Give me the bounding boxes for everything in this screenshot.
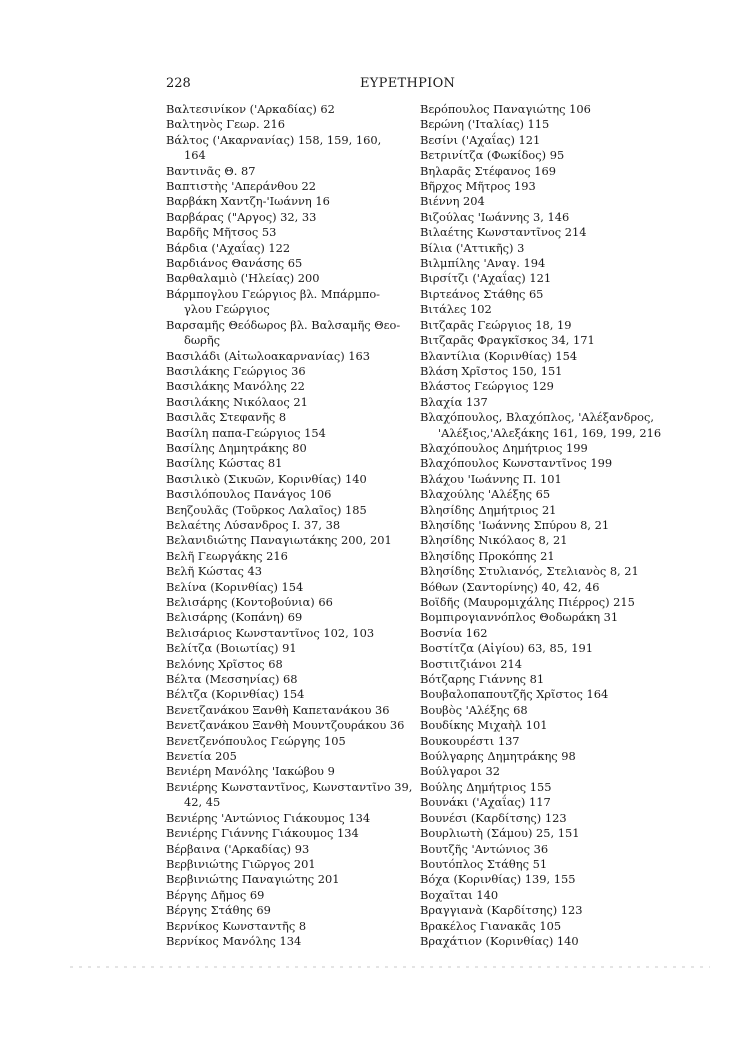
index-entry-text: Βούλγαροι 32 bbox=[420, 764, 501, 779]
index-entry bbox=[420, 749, 650, 764]
index-entry-text: Βουνέσι (Καρδίτσης) 123 bbox=[420, 810, 567, 825]
index-entry bbox=[420, 271, 650, 286]
index-entry-text: Βουρλιωτὴ (Σάμου) 25, 151 bbox=[420, 826, 580, 841]
index-entry-text: Βίλια ('Αττικῆς) 3 bbox=[420, 240, 525, 255]
index-entry-text: Βέλτα (Μεσσηνίας) 68 bbox=[166, 672, 298, 687]
index-entry bbox=[166, 857, 398, 872]
index-entry-text: Βλάστος Γεώργιος 129 bbox=[420, 379, 554, 394]
index-entry-text: Βλαχία 137 bbox=[420, 394, 488, 409]
index-entry-text: Βαρδιάνος Θανάσης 65 bbox=[166, 256, 303, 271]
index-entry bbox=[166, 456, 398, 471]
index-entry bbox=[166, 287, 398, 318]
index-entry-text: Βασιλάδι (Αἰτωλοακαρνανίας) 163 bbox=[166, 348, 371, 363]
index-entry-text: Βιρτεάνος Στάθης 65 bbox=[420, 286, 544, 301]
index-entry bbox=[420, 472, 650, 487]
index-entry-text: Βιλαέτης Κωνσταντῖνος 214 bbox=[420, 225, 587, 240]
index-entry-text: Βιρσίτζι ('Αχαΐας) 121 bbox=[420, 271, 552, 286]
index-entry bbox=[166, 210, 398, 225]
index-entry-text: Βούλης Δημήτριος 155 bbox=[420, 779, 552, 794]
index-entry-text: Βομπιρογιαννόπλος Θοδωράκη 31 bbox=[420, 610, 619, 625]
index-entry bbox=[166, 379, 398, 394]
index-entry bbox=[420, 903, 650, 918]
index-entry-text: Βερνίκος Κωνσταντῆς 8 bbox=[166, 918, 307, 933]
index-entry-text: Βασιλάκης Νικόλαος 21 bbox=[166, 394, 308, 409]
index-entry bbox=[420, 179, 650, 194]
index-entry-text: Βέργης Δῆμος 69 bbox=[166, 887, 265, 902]
index-entry-text: Βάρδια ('Αχαΐας) 122 bbox=[166, 240, 291, 255]
index-entry-text: Βουβαλοπαπουτζῆς Χρῖστος 164 bbox=[420, 687, 609, 702]
index-entry bbox=[166, 641, 398, 656]
index-entry-text: Βιτζαρᾶς Γεώργιος 18, 19 bbox=[420, 317, 572, 332]
index-entry-text: Βασίλης Κώστας 81 bbox=[166, 456, 283, 471]
index-entry bbox=[166, 734, 398, 749]
index-entry bbox=[420, 210, 650, 225]
index-entry-text: Βεηζουλᾶς (Τοῦρκος Λαλαῖος) 185 bbox=[166, 502, 367, 517]
index-entry bbox=[166, 826, 398, 841]
index-entry-text: Βλησίδης Στυλιανός, Στελιανὸς 8, 21 bbox=[420, 564, 639, 579]
index-entry bbox=[420, 811, 650, 826]
index-entry-text: Βελῆ Γεωργάκης 216 bbox=[166, 548, 288, 563]
index-entry-text: Βελανιδιώτης Παναγιωτάκης 200, 201 bbox=[166, 533, 392, 548]
index-entry-text: Βασιλικὸ (Σικυῶν, Κορινθίας) 140 bbox=[166, 471, 367, 486]
index-entry-text: Βελόνης Χρῖστος 68 bbox=[166, 656, 283, 671]
index-entry-text: Βενιέρης Κωνσταντῖνος, Κωνσταντῖνο 39, bbox=[166, 779, 413, 794]
index-entry bbox=[166, 164, 398, 179]
index-entry-text: Βερόπουλος Παναγιώτης 106 bbox=[420, 102, 591, 116]
index-entry-text: Βιτζαρᾶς Φραγκῖσκος 34, 171 bbox=[420, 333, 595, 348]
index-entry-text: Βελίνα (Κορινθίας) 154 bbox=[166, 579, 304, 594]
index-entry bbox=[166, 533, 398, 548]
index-entry bbox=[420, 672, 650, 687]
index-entry bbox=[420, 364, 650, 379]
index-entry-text: Βερώνη ('Ιταλίας) 115 bbox=[420, 117, 550, 132]
index-entry-text: Βασιλάκης Μανόλης 22 bbox=[166, 379, 305, 394]
index-entry bbox=[420, 164, 650, 179]
index-entry-text: Βερνίκος Μανόλης 134 bbox=[166, 933, 302, 948]
index-entry bbox=[420, 395, 650, 410]
index-entry-text: Βενιέρης Γιάννης Γιάκουμος 134 bbox=[166, 826, 359, 841]
index-entry bbox=[166, 626, 398, 641]
index-entry-text: Βεσίνι ('Αχαΐας) 121 bbox=[420, 132, 541, 147]
index-entry bbox=[166, 241, 398, 256]
index-entry bbox=[166, 472, 398, 487]
index-entry-text: Βουτόπλος Στάθης 51 bbox=[420, 856, 548, 871]
index-entry bbox=[420, 595, 650, 610]
index-entry bbox=[420, 148, 650, 163]
index-entry-text: Βελισάρης (Κοντοβούνια) 66 bbox=[166, 595, 333, 609]
index-entry-text: Βαπτιστὴς 'Απεράνθου 22 bbox=[166, 179, 317, 194]
index-entry bbox=[166, 395, 398, 410]
index-entry-text: Βαρσαμῆς Θεόδωρος βλ. Βαλσαμῆς Θεο- bbox=[166, 317, 401, 332]
scan-artifact-line bbox=[70, 966, 710, 968]
index-entry bbox=[166, 271, 398, 286]
index-entry-continuation: γλου Γεώργιος bbox=[184, 302, 270, 317]
index-entry-text: Βλαχόπουλος Δημήτριος 199 bbox=[420, 440, 588, 455]
index-entry-text: Βέργης Στάθης 69 bbox=[166, 903, 271, 918]
index-entry-text: Βιτάλες 102 bbox=[420, 302, 492, 317]
index-entry bbox=[420, 734, 650, 749]
index-entry bbox=[166, 703, 398, 718]
index-entry bbox=[166, 225, 398, 240]
index-entry bbox=[166, 364, 398, 379]
index-entry-text: Βλησίδης Προκόπης 21 bbox=[420, 548, 555, 563]
index-entry bbox=[420, 857, 650, 872]
index-entry bbox=[166, 718, 405, 733]
index-entry bbox=[166, 672, 398, 687]
index-entry-text: Βάλτος ('Ακαρνανίας) 158, 159, 160, bbox=[166, 132, 382, 147]
index-entry bbox=[420, 703, 650, 718]
index-entry bbox=[420, 241, 650, 256]
index-entry bbox=[166, 580, 398, 595]
index-entry bbox=[166, 934, 398, 949]
index-entry bbox=[420, 626, 650, 641]
index-entry-continuation: 'Αλέξιος,'Αλεξάκης 161, 169, 199, 216 bbox=[438, 425, 662, 440]
index-entry bbox=[166, 749, 398, 764]
index-entry bbox=[420, 410, 662, 441]
index-entry bbox=[166, 872, 398, 887]
index-entry bbox=[420, 503, 650, 518]
index-entry bbox=[166, 349, 398, 364]
index-entry-text: Βασίλη παπα-Γεώργιος 154 bbox=[166, 425, 326, 440]
index-entry-text: Βαρδῆς Μῆτσος 53 bbox=[166, 225, 277, 240]
index-entry bbox=[166, 194, 398, 209]
index-entry bbox=[420, 456, 650, 471]
index-entry bbox=[166, 487, 398, 502]
index-entry bbox=[420, 349, 650, 364]
index-entry bbox=[166, 549, 398, 564]
index-entry-text: Βενιέρη Μανόλης 'Ιακώβου 9 bbox=[166, 764, 335, 779]
index-entry-text: Βαλτηνὸς Γεωρ. 216 bbox=[166, 117, 285, 132]
index-entry-text: Βελισάρης (Κοπάνη) 69 bbox=[166, 610, 303, 625]
index-entry-text: Βασιλόπουλος Πανάγος 106 bbox=[166, 487, 332, 502]
index-entry bbox=[166, 179, 398, 194]
index-entry-text: Βέρβαινα ('Αρκαδίας) 93 bbox=[166, 841, 310, 856]
index-entry bbox=[420, 379, 650, 394]
index-entry-text: Βενετζανάκου Ξανθὴ Μουντζουράκου 36 bbox=[166, 718, 405, 733]
running-title: ΕΥΡΕΤΗΡΙΟΝ bbox=[360, 76, 456, 91]
index-entry-text: Βουδίκης Μιχαὴλ 101 bbox=[420, 718, 548, 733]
index-entry bbox=[166, 811, 398, 826]
index-entry-text: Βιέννη 204 bbox=[420, 194, 485, 209]
index-entry bbox=[420, 842, 650, 857]
index-entry bbox=[166, 842, 398, 857]
index-entry-text: Βοστιτζιάνοι 214 bbox=[420, 656, 523, 671]
index-entry bbox=[166, 503, 398, 518]
index-entry-text: Βιζούλας 'Ιωάννης 3, 146 bbox=[420, 209, 570, 224]
index-entry bbox=[420, 872, 650, 887]
index-entry bbox=[166, 518, 398, 533]
index-entry bbox=[420, 610, 650, 625]
index-entry-text: Βραχάτιον (Κορινθίας) 140 bbox=[420, 933, 579, 948]
index-entry-text: Βερβινιώτης Παναγιώτης 201 bbox=[166, 872, 340, 887]
index-entry-text: Βουνάκι ('Αχαΐας) 117 bbox=[420, 795, 551, 810]
index-entry-text: Βοϊδῆς (Μαυρομιχάλης Πιέρρος) 215 bbox=[420, 595, 635, 609]
index-entry bbox=[420, 934, 650, 949]
index-entry-text: Βάρμπογλου Γεώργιος βλ. Μπάρμπο- bbox=[166, 286, 381, 301]
index-entry-text: Βλαχόπουλος, Βλαχόπλος, 'Αλέξανδρος, bbox=[420, 410, 655, 425]
index-entry bbox=[420, 225, 650, 240]
index-entry-continuation: δωρῆς bbox=[184, 333, 221, 348]
index-entry bbox=[420, 333, 650, 348]
index-entry bbox=[420, 287, 650, 302]
index-entry-text: Βαρθαλαμιὸ ('Ηλείας) 200 bbox=[166, 271, 320, 286]
index-entry-text: Βούλγαρης Δημητράκης 98 bbox=[420, 749, 576, 764]
index-entry-text: Βοσνία 162 bbox=[420, 625, 488, 640]
index-entry-text: Βελαέτης Λύσανδρος Ι. 37, 38 bbox=[166, 517, 341, 532]
index-entry-text: Βουτζῆς 'Αντώνιος 36 bbox=[420, 841, 549, 856]
index-entry-text: Βρακέλος Γιανακᾶς 105 bbox=[420, 918, 562, 933]
index-entry bbox=[420, 318, 650, 333]
index-entry-text: Βηλαρᾶς Στέφανος 169 bbox=[420, 163, 556, 178]
index-entry-text: Βλαντίλια (Κορινθίας) 154 bbox=[420, 348, 578, 363]
index-entry bbox=[420, 194, 650, 209]
index-entry-text: Βενιέρης 'Αντώνιος Γιάκουμος 134 bbox=[166, 810, 371, 825]
index-entry bbox=[166, 919, 398, 934]
index-entry-text: Βόθων (Σαντορίνης) 40, 42, 46 bbox=[420, 579, 600, 594]
index-entry bbox=[420, 441, 650, 456]
index-entry bbox=[166, 441, 398, 456]
index-column-right bbox=[420, 102, 662, 949]
index-entry bbox=[420, 919, 650, 934]
index-entry bbox=[420, 549, 650, 564]
index-entry-text: Βαντινᾶς Θ. 87 bbox=[166, 163, 256, 178]
index-entry bbox=[166, 102, 398, 117]
index-entry bbox=[166, 317, 401, 349]
index-entry-text: Βελῆ Κώστας 43 bbox=[166, 564, 262, 579]
index-entry bbox=[420, 657, 650, 672]
index-entry bbox=[166, 779, 413, 811]
index-entry-text: Βλάση Χρῖστος 150, 151 bbox=[420, 363, 563, 378]
index-entry-text: Βασιλάκης Γεώργιος 36 bbox=[166, 363, 306, 378]
index-column-left bbox=[166, 102, 413, 949]
index-entry bbox=[420, 826, 650, 841]
index-entry bbox=[420, 718, 650, 733]
index-entry-text: Βασιλᾶς Στεφανῆς 8 bbox=[166, 410, 287, 425]
index-entry-text: Βῆρχος Μῆτρος 193 bbox=[420, 179, 536, 194]
index-entry bbox=[166, 687, 398, 702]
index-entry bbox=[166, 256, 398, 271]
index-entry bbox=[420, 564, 650, 579]
index-entry bbox=[420, 256, 650, 271]
index-entry bbox=[166, 903, 398, 918]
index-entry bbox=[420, 518, 650, 533]
index-entry-text: Βλαχούλης 'Αλέξης 65 bbox=[420, 487, 551, 502]
index-entry bbox=[420, 133, 650, 148]
index-entry bbox=[420, 641, 650, 656]
index-entry-text: Βλησίδης 'Ιωάννης Σπύρου 8, 21 bbox=[420, 517, 610, 532]
index-entry-text: Βλαχόπουλος Κωνσταντῖνος 199 bbox=[420, 456, 613, 471]
index-entry-text: Βιλμπίλης 'Αναγ. 194 bbox=[420, 256, 546, 271]
index-entry-text: Βοχαῖται 140 bbox=[420, 887, 499, 902]
index-entry-text: Βλησίδης Νικόλαος 8, 21 bbox=[420, 533, 568, 548]
index-entry-text: Βενετζενόπουλος Γεώργης 105 bbox=[166, 733, 346, 748]
index-entry bbox=[420, 795, 650, 810]
index-entry bbox=[420, 780, 650, 795]
page-header bbox=[166, 76, 574, 96]
index-entry bbox=[420, 687, 650, 702]
index-entry bbox=[420, 117, 650, 132]
index-entry-text: Βλάχου 'Ιωάννης Π. 101 bbox=[420, 471, 562, 486]
index-entry bbox=[166, 133, 398, 164]
index-entry-text: Βουβὸς 'Αλέξης 68 bbox=[420, 702, 528, 717]
index-entry-text: Βενετζανάκου Ξανθὴ Καπετανάκου 36 bbox=[166, 702, 390, 717]
index-entry-text: Βερβινιώτης Γιῶργος 201 bbox=[166, 856, 316, 871]
index-entry-text: Βότζαρης Γιάννης 81 bbox=[420, 672, 545, 687]
index-entry-continuation: 42, 45 bbox=[184, 795, 221, 810]
index-entry bbox=[166, 764, 398, 779]
index-entry bbox=[166, 657, 398, 672]
index-entry bbox=[420, 580, 650, 595]
index-entry bbox=[420, 487, 650, 502]
index-entry bbox=[420, 764, 650, 779]
index-entry-text: Βελίτζα (Βοιωτίας) 91 bbox=[166, 641, 297, 656]
index-entry-text: Βλησίδης Δημήτριος 21 bbox=[420, 502, 557, 517]
index-entry bbox=[166, 426, 398, 441]
index-entry-text: Βαρβάκη Χαντζη-'Ιωάννη 16 bbox=[166, 194, 330, 209]
index-entry-text: Βενετία 205 bbox=[166, 749, 237, 764]
index-entry bbox=[166, 595, 398, 610]
index-entry-text: Βασίλης Δημητράκης 80 bbox=[166, 440, 307, 455]
index-entry-text: Βραγγιανὰ (Καρδίτσης) 123 bbox=[420, 903, 583, 918]
index-entry-text: Βετρινίτζα (Φωκίδος) 95 bbox=[420, 148, 565, 163]
index-entry-text: Βέλτζα (Κορινθίας) 154 bbox=[166, 687, 305, 702]
index-entry-continuation: 164 bbox=[184, 148, 206, 163]
index-entry bbox=[166, 888, 398, 903]
index-entry bbox=[166, 410, 398, 425]
index-entry-text: Βελισάριος Κωνσταντῖνος 102, 103 bbox=[166, 625, 375, 640]
index-entry bbox=[420, 302, 650, 317]
page-number: 228 bbox=[166, 76, 191, 91]
index-entry bbox=[166, 117, 398, 132]
index-entry bbox=[420, 533, 650, 548]
index-entry bbox=[420, 888, 650, 903]
index-entry-text: Βαλτεσινίκον ('Αρκαδίας) 62 bbox=[166, 102, 335, 116]
index-entry-text: Βοστίτζα (Αἰγίου) 63, 85, 191 bbox=[420, 641, 594, 656]
index-entry bbox=[166, 610, 398, 625]
index-entry-text: Βόχα (Κορινθίας) 139, 155 bbox=[420, 872, 576, 887]
index-entry bbox=[420, 102, 650, 117]
index-entry bbox=[166, 564, 398, 579]
index-entry-text: Βαρβάρας ("Αργος) 32, 33 bbox=[166, 209, 317, 224]
index-entry-text: Βουκουρέστι 137 bbox=[420, 733, 520, 748]
